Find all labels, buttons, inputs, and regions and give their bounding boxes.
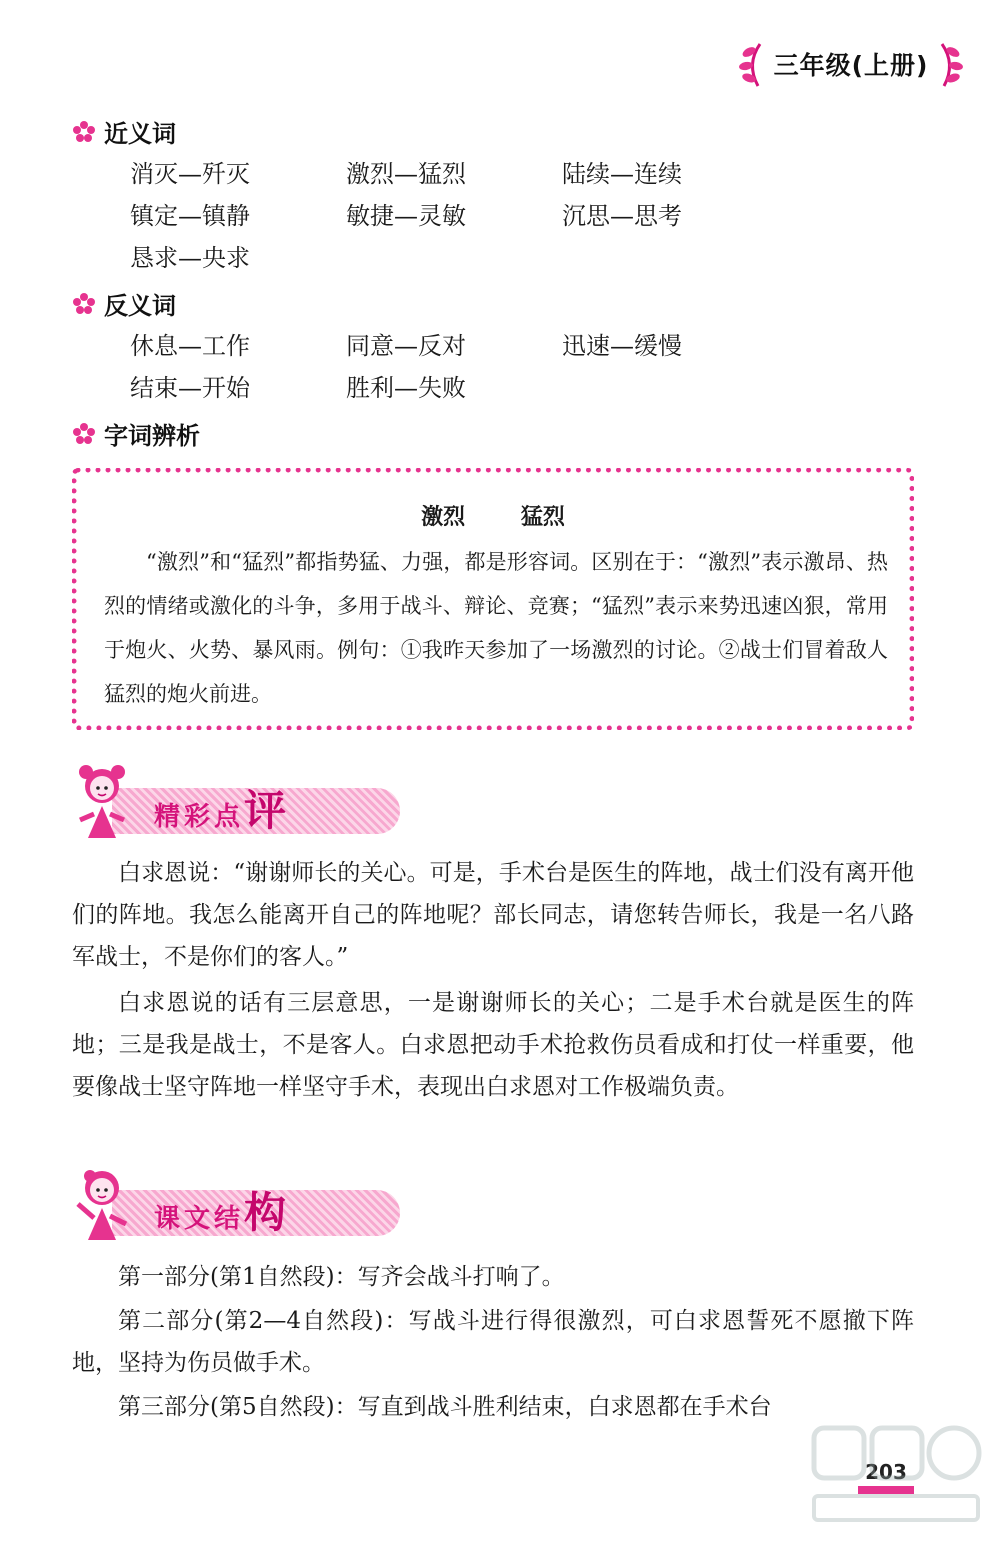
- structure-part-1: 第一部分(第1自然段)：写齐会战斗打响了。: [118, 1264, 565, 1290]
- comment-banner: [72, 762, 372, 840]
- flower-icon: [72, 120, 96, 144]
- header-title: 三年级(上册): [773, 51, 929, 80]
- comment-analysis: 白求恩说的话有三层意思，一是谢谢师长的关心；二是手术台就是医生的阵地；三是我是战士，不是客人。白求恩把动手术抢救伤员看成和打仗一样重要，他要像战士坚守阵地一样坚守手术，表现出白求恩对工作极端负责。: [72, 990, 914, 1100]
- list-item: 沉思—思考: [562, 202, 682, 230]
- structure-banner-label: 课文结构: [154, 1188, 291, 1237]
- left-sprig-icon: [736, 40, 766, 88]
- structure-part-2: 第二部分(第2—4自然段)：写战斗进行得很激烈，可白求恩誓死不愿撤下阵地，坚持为伤员做手术。: [72, 1308, 914, 1376]
- girl-mascot-icon: [72, 762, 134, 840]
- header-badge: [722, 38, 980, 90]
- girl-mascot-icon: [72, 1164, 134, 1242]
- flower-icon: [72, 292, 96, 316]
- analysis-box-text: “激烈”和“猛烈”都指势猛、力强，都是形容词。区别在于：“激烈”表示激昂、热烈的情绪或激化的斗争，多用于战斗、辩论、竞赛；“猛烈”表示来势迅速凶狠，常用于炮火、火势、暴风雨。例句：①我昨天参加了一场激烈的讨论。②战士们冒着敌人猛烈的炮火前进。: [104, 550, 888, 706]
- watermark-logo-icon: [808, 1420, 984, 1530]
- list-item: 镇定—镇静: [130, 202, 250, 230]
- right-sprig-icon: [936, 40, 966, 88]
- list-item: 激烈—猛烈: [346, 160, 466, 188]
- list-item: 敏捷—灵敏: [346, 202, 466, 230]
- antonyms-heading: 反义词: [72, 286, 176, 321]
- list-item: 消灭—歼灭: [130, 160, 250, 188]
- analysis-heading: 字词辨析: [72, 416, 200, 451]
- analysis-box-title: 激烈 猛烈: [421, 505, 565, 530]
- list-item: 陆续—连续: [562, 160, 682, 188]
- comment-quote: 白求恩说：“谢谢师长的关心。可是，手术台是医生的阵地，战士们没有离开他们的阵地。我怎么能离开自己的阵地呢？部长同志，请您转告师长，我是一名八路军战士，不是你们的客人。”: [72, 860, 914, 970]
- list-item: 迅速—缓慢: [562, 332, 682, 360]
- synonyms-heading: 近义词: [72, 114, 176, 149]
- list-item: 同意—反对: [346, 332, 466, 360]
- page-number: 203: [858, 1458, 914, 1494]
- structure-banner: [72, 1164, 372, 1242]
- structure-part-3: 第三部分(第5自然段)：写直到战斗胜利结束，白求恩都在手术台: [118, 1394, 772, 1420]
- list-item: 恳求—央求: [130, 244, 250, 272]
- antonyms-list: [130, 330, 778, 404]
- list-item: 胜利—失败: [346, 374, 466, 402]
- list-item: 结束—开始: [130, 374, 250, 402]
- comment-banner-label: 精彩点评: [154, 786, 291, 835]
- list-item: 休息—工作: [130, 332, 250, 360]
- synonyms-list: [130, 158, 778, 274]
- flower-icon: [72, 422, 96, 446]
